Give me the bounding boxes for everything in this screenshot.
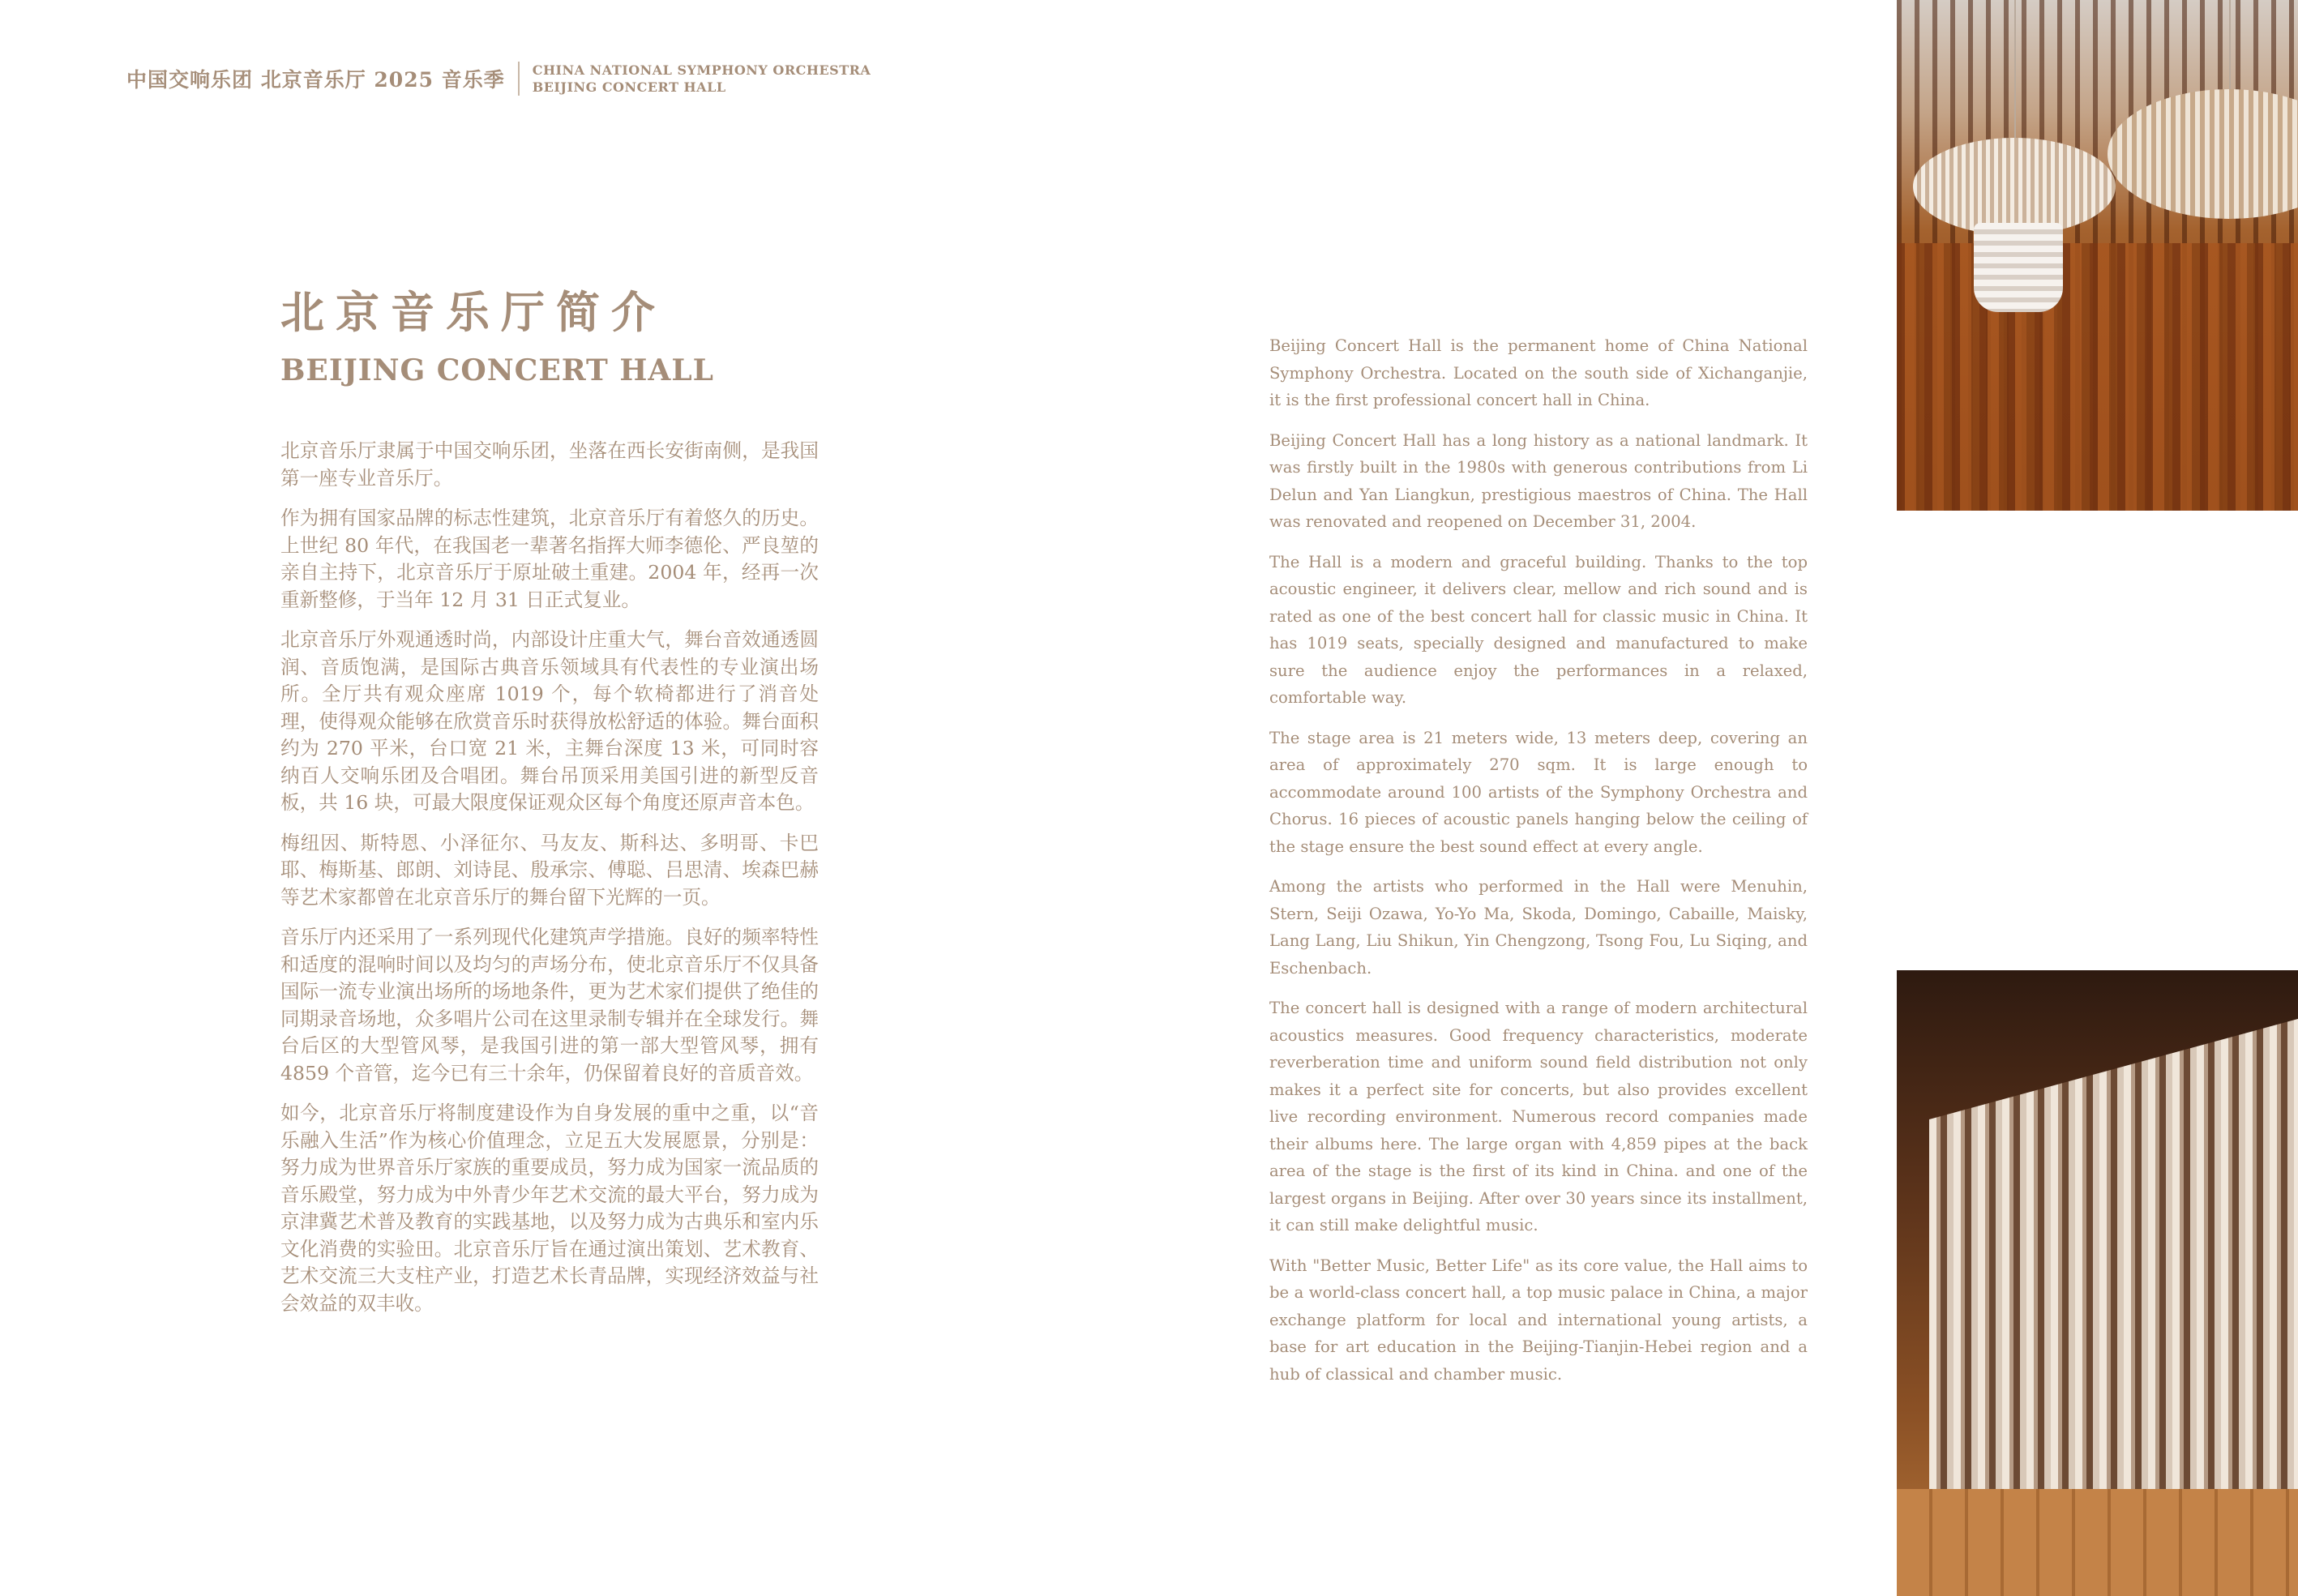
chandelier-wire (2014, 0, 2016, 146)
en-paragraph: Among the artists who performed in the Hall were Menuhin, Stern, Seiji Ozawa, Yo-Yo Ma, Skoda, Domingo, Cabaille, Maisky, Lang Lang, Liu Shikun, Yin Chengzong, Tsong Fou, Lu Siqing, and Eschenbach. (1269, 877, 1808, 978)
en-paragraph: The stage area is 21 meters wide, 13 meters deep, covering an area of approximately 270 sqm. It is large enough to accommodate around 100 artists of the Symphony Orchestra and Chorus. 16 pieces of acoustic panels hanging below the ceiling of the stage ensure the best sound effect at every angle. (1269, 728, 1808, 856)
cn-paragraph: 如今，北京音乐厅将制度建设作为自身发展的重中之重，以“音乐融入生活”作为核心价值理念，立足五大发展愿景，分别是：努力成为世界音乐厅家族的重要成员，努力成为国家一流品质的音乐殿堂，努力成为中外青少年艺术交流的最大平台，努力成为京津冀艺术普及教育的实践基地，以及努力成为古典乐和室内乐文化消费的实验田。北京音乐厅旨在通过演出策划、艺术教育、艺术交流三大支柱产业，打造艺术长青品牌，实现经济效益与社会效益的双丰收。 (280, 1102, 819, 1315)
header-en-line2: BEIJING CONCERT HALL (532, 79, 726, 95)
header-en-line1: CHINA NATIONAL SYMPHONY ORCHESTRA (532, 62, 871, 78)
en-paragraph: Beijing Concert Hall has a long history as a national landmark. It was firstly built in the 1980s with generous contributions from Li Delun and Yan Liangkun, prestigious maestros of China. The Hall was renovated and reopened on December 31, 2004. (1269, 430, 1808, 531)
chinese-body (280, 438, 819, 1330)
chandelier-photo (1897, 0, 2298, 511)
header-divider (518, 62, 520, 96)
wood-panel-wall (1897, 243, 2298, 511)
cn-paragraph: 音乐厅内还采用了一系列现代化建筑声学措施。良好的频率特性和适度的混响时间以及均匀的声场分布，使北京音乐厅不仅具备国际一流专业演出场所的场地条件，更为艺术家们提供了绝佳的同期录音场地，众多唱片公司在这里录制专辑并在全球发行。舞台后区的大型管风琴，是我国引进的第一部大型管风琴，拥有 4859 个音管，迄今已有三十余年，仍保留着良好的音质音效。 (280, 926, 819, 1085)
cn-paragraph: 作为拥有国家品牌的标志性建筑，北京音乐厅有着悠久的历史。上世纪 80 年代，在我国老一辈著名指挥大师李德伦、严良堃的亲自主持下，北京音乐厅于原址破土重建。2004 年，经再一次重新整修，于当年 12 月 31 日正式复业。 (280, 507, 819, 611)
page-header (126, 62, 871, 96)
organ-case (1897, 1489, 2298, 1596)
header-title-cn: 中国交响乐团 北京音乐厅 2025 音乐季 (126, 68, 505, 92)
header-title-en (533, 62, 871, 96)
chandelier-crystal (1974, 223, 2063, 312)
cn-paragraph: 北京音乐厅外观通透时尚，内部设计庄重大气，舞台音效通透圆润、音质饱满，是国际古典音乐领域具有代表性的专业演出场所。全厅共有观众座席 1019 个，每个软椅都进行了消音处理，使得观众能够在欣赏音乐时获得放松舒适的体验。舞台面积约为 270 平米，台口宽 21 米，主舞台深度 13 米，可同时容纳百人交响乐团及合唱团。舞台吊顶采用美国引进的新型反音板，共 16 块，可最大限度保证观众区每个角度还原声音本色。 (280, 628, 819, 814)
cn-paragraph: 梅纽因、斯特恩、小泽征尔、马友友、斯科达、多明哥、卡巴耶、梅斯基、郎朗、刘诗昆、殷承宗、傅聪、吕思清、埃森巴赫等艺术家都曾在北京音乐厅的舞台留下光辉的一页。 (280, 831, 819, 909)
english-body (1269, 332, 1808, 1401)
organ-photo (1897, 970, 2298, 1596)
en-paragraph: Beijing Concert Hall is the permanent home of China National Symphony Orchestra. Located on the south side of Xichanganjie, it is the first professional concert hall in China. (1269, 336, 1808, 409)
en-paragraph: The Hall is a modern and graceful building. Thanks to the top acoustic engineer, it delivers clear, mellow and rich sound and is rated as one of the best concert hall for classic music in China. It has 1019 seats, specially designed and manufactured to make sure the audience enjoy the performances in a relaxed, comfortable way. (1269, 552, 1808, 707)
chandelier (1913, 138, 2116, 235)
chandelier-wire (2229, 0, 2231, 97)
page-title-cn: 北京音乐厅简介 (280, 286, 666, 338)
chandelier (2108, 89, 2298, 219)
organ-pipes (1929, 1019, 2298, 1521)
en-paragraph: The concert hall is designed with a range of modern architectural acoustics measures. Good frequency characteristics, moderate reverberation time and uniform sound field distribution not only makes it a perfect site for concerts, but also provides excellent live recording environment. Numerous record companies made their albums here. The large organ with 4,859 pipes at the back area of the stage is the first of its kind in China. and one of the largest organs in Beijing. After over 30 years since its installment, it can still make delightful music. (1269, 999, 1808, 1234)
page-title-en: BEIJING CONCERT HALL (280, 353, 714, 387)
cn-paragraph: 北京音乐厅隶属于中国交响乐团，坐落在西长安街南侧，是我国第一座专业音乐厅。 (280, 439, 819, 490)
en-paragraph: With "Better Music, Better Life" as its core value, the Hall aims to be a world-class concert hall, a top music palace in China, a major exchange platform for local and international young artists, a base for art education in the Beijing-Tianjin-Hebei region and a hub of classical and chamber music. (1269, 1256, 1808, 1384)
